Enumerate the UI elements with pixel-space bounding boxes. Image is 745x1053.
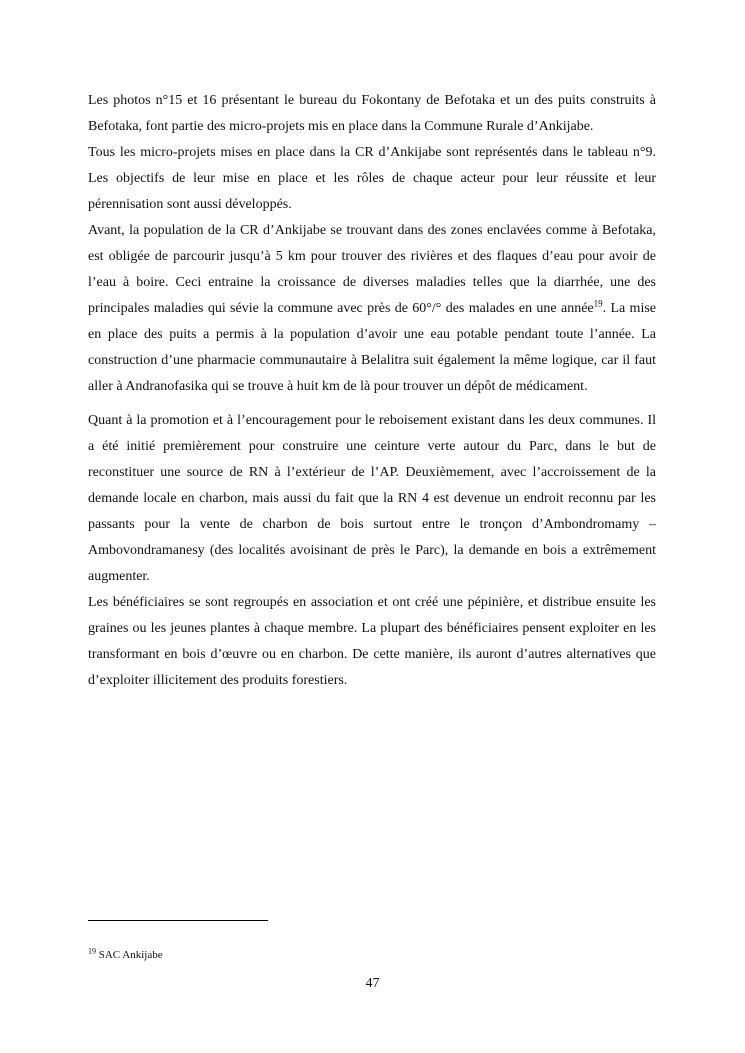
page-number: 47 xyxy=(365,976,380,991)
paragraph-beneficiaires: Les bénéficiaires se sont regroupés en association et ont créé une pépinière, et distribue ensuite les graines ou les jeunes plantes à chaque membre. La plupart des bénéficiaires pensent exploiter en les transformant en bois d’œuvre ou en charbon. De cette manière, ils auront d’autres alternatives que d’exploiter illicitement des produits forestiers. xyxy=(88,595,656,688)
paragraph-reboisement: Quant à la promotion et à l’encouragement pour le reboisement existant dans les deux communes. Il a été initié premièrement pour construire une ceinture verte autour du Parc, dans le but de reconstituer une source de RN à l’extérieur de l’AP. Deuxièmement, avec l’accroissement de la demande locale en charbon, mais aussi du fait que la RN 4 est devenue un endroit reconnu par les passants pour la vente de charbon de bois surtout entre le tronçon d’Ambondromamy –Ambovondramanesy (des localités avoisinant de près le Parc), la demande en bois a extrêmement augmenter. xyxy=(88,413,656,584)
paragraph-water-access-text-1: Avant, la population de la CR d’Ankijabe se trouvant dans des zones enclavées comme à Befotaka, est obligée de parcourir jusqu’à 5 km pour trouver des rivières et des flaques d’eau pour avoir de l’eau à boire. Ceci entraine la croissance de diverses maladies telles que la diarrhée, une des principales maladies qui sévie la commune avec près de 60°/° des malades en une année xyxy=(88,223,656,316)
footnote-text: SAC Ankijabe xyxy=(96,949,163,961)
footnote xyxy=(88,948,163,962)
footnote-separator xyxy=(88,920,268,921)
body-text xyxy=(88,88,656,694)
footnote-reference[interactable]: 19 xyxy=(593,298,603,309)
paragraph-micro-projets: Tous les micro-projets mises en place dans la CR d’Ankijabe sont représentés dans le tableau n°9. Les objectifs de leur mise en place et les rôles de chaque acteur pour leur réussite et leur pérennisation sont aussi développés. xyxy=(88,145,656,212)
paragraph-photos: Les photos n°15 et 16 présentant le bureau du Fokontany de Befotaka et un des puits construits à Befotaka, font partie des micro-projets mis en place dans la Commune Rurale d’Ankijabe. xyxy=(88,93,656,134)
footnote-number: 19 xyxy=(88,946,96,956)
paragraph-water-access-text-2: . La mise en place des puits a permis à la population d’avoir une eau potable pendant toute l’année. La construction d’une pharmacie communautaire à Belalitra suit également la même logique, car il faut aller à Andranofasika qui se trouve à huit km de là pour trouver un dépôt de médicament. xyxy=(88,301,656,394)
paragraph-water-access xyxy=(88,218,656,400)
